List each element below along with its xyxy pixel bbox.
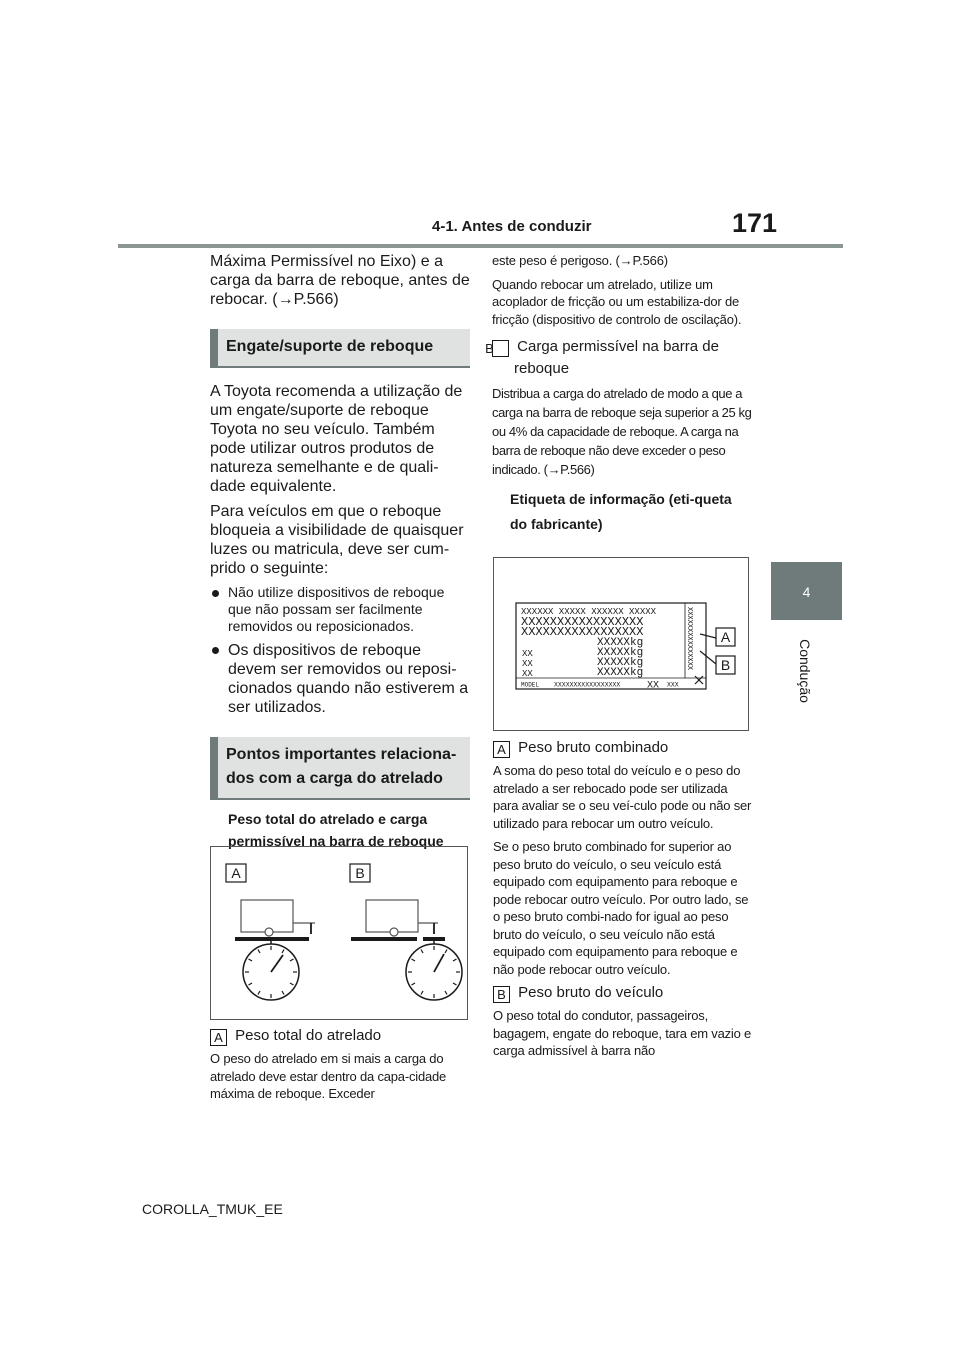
b-title: Carga permissível na barra de reboque xyxy=(514,338,719,377)
b-letter: B xyxy=(492,340,509,357)
b2-title: Peso bruto do veículo xyxy=(518,984,664,1001)
b2-letter: B xyxy=(493,986,510,1003)
plate-kg-row: XXXXXkg xyxy=(597,647,644,659)
chapter-tab[interactable]: 4 xyxy=(771,562,842,620)
header-rule xyxy=(118,244,843,248)
figure-label-a: A xyxy=(231,865,241,881)
caption-peso-total xyxy=(210,1027,472,1103)
plate-model-label: MODEL xyxy=(521,681,540,689)
bullet-item: Não utilize dispositivos de reboque que não possam ser facilmente removidos ou reposicionados. xyxy=(210,584,470,635)
plate-row: XXXXXXXXXXXXXXXXX xyxy=(521,615,644,629)
caption-title: Peso total do atrelado xyxy=(235,1027,382,1044)
b2-text: O peso total do condutor, passageiros, bagagem, engate do reboque, tara em vazio e carga admissível à barra não xyxy=(493,1008,752,1058)
chapter-label-text: Condução xyxy=(797,639,813,703)
plate-kg-row: XXXXXkg xyxy=(597,667,644,679)
plate-row: XXXXXXXXXXXXXXXXX xyxy=(521,625,644,639)
b-text: Distribua a carga do atrelado de modo a que a carga na barra de reboque seja superior a 25 kg ou 4% da capacidade de reboque. A carga na barra de reboque não deve exceder o peso indicado. (→P.566) xyxy=(492,386,752,477)
trailer-wheel xyxy=(265,928,273,936)
section-heading-engate: Engate/suporte de reboque xyxy=(210,329,470,368)
chapter-label xyxy=(770,616,840,726)
engate-paragraph-2: Para veículos em que o reboque bloqueia a visibilidade de quaisquer luzes ou matricula, deve ser cum-prido o seguinte: xyxy=(210,503,464,577)
scale-a xyxy=(235,900,315,1000)
manufacturer-label-figure xyxy=(493,557,749,731)
plate-model-xx: XX xyxy=(647,680,660,692)
plate-model-value: XXXXXXXXXXXXXXXXX xyxy=(554,681,621,689)
footer-model-code: COROLLA_TMUK_EE xyxy=(142,1201,283,1217)
a-letter: A xyxy=(493,741,510,758)
engate-paragraph-1: A Toyota recomenda a utilização de um engate/suporte de reboque Toyota no seu veículo. Também pode utilizar outros produtos de natureza semelhante e de quali-dade equivalente. xyxy=(210,383,463,495)
caption-text: O peso do atrelado em si mais a carga do atrelado deve estar dentro da capa-cidade máxima de reboque. Exceder xyxy=(210,1051,447,1101)
label-heading: Etiqueta de informação (eti-queta do fabricante) xyxy=(510,491,732,532)
left-column xyxy=(210,252,470,852)
caption-letter-a: A xyxy=(210,1029,227,1046)
section-heading-pontos: Pontos importantes relaciona-dos com a carga do atrelado xyxy=(210,737,470,800)
callout-b: B xyxy=(720,657,731,673)
trailer-wheel xyxy=(390,928,398,936)
bullet-item: Os dispositivos de reboque devem ser removidos ou reposi-cionados quando não estiverem a ser utilizados. xyxy=(210,641,470,717)
plate-side-xx: XX xyxy=(522,669,533,679)
manufacturer-plate-diagram xyxy=(494,558,748,730)
trailer-body xyxy=(366,900,418,932)
plate-kg-row: XXXXXkg xyxy=(597,637,644,649)
trailer-weight-figure xyxy=(210,846,468,1020)
trailer-body xyxy=(241,900,293,932)
right-paragraph-2: Quando rebocar um atrelado, utilize um acoplador de fricção ou um estabiliza-dor de fricção (dispositivo de controlo de oscilação). xyxy=(492,276,742,327)
page-number: 171 xyxy=(732,208,778,238)
right-paragraph-1: este peso é perigoso. (→P.566) xyxy=(492,253,668,268)
figure-label-b: B xyxy=(355,865,365,881)
a-text-1: A soma do peso total do veículo e o peso do atrelado a ser rebocado pode ser utilizada para avaliar se o seu veí-culo pode ou não ser utilizado para rebocar um outro veículo. xyxy=(493,763,752,831)
section-title: 4-1. Antes de conduzir xyxy=(432,218,592,235)
callout-a: A xyxy=(720,629,731,645)
right-column xyxy=(485,252,752,537)
right-lower-column xyxy=(493,739,753,1060)
intro-paragraph: Máxima Permissível no Eixo) e a carga da barra de reboque, antes de rebocar. (→P.566) xyxy=(210,253,470,308)
plate-row: XXXXXX XXXXX XXXXXX XXXXX xyxy=(521,607,657,617)
plate-kg-row: XXXXXkg xyxy=(597,657,644,669)
a-title: Peso bruto combinado xyxy=(518,739,669,756)
a-text-2: Se o peso bruto combinado for superior ao peso bruto do veículo, o seu veículo está equipado com equipamento para reboque e pode rebocar outro veículo. Por outro lado, se o peso bruto combi-nado for igual ao peso bruto do veículo, o seu veículo não está equipado com equipamento para reboque e não pode rebocar outro veículo. xyxy=(493,839,749,977)
plate-side-xx: XX xyxy=(522,649,533,659)
subheading-peso-total: Peso total do atrelado e carga permissível na barra de reboque xyxy=(228,811,444,849)
trailer-weight-diagram xyxy=(211,847,467,1019)
plate-side-xx: XX xyxy=(522,659,533,669)
plate-vertical-text: XXXXXXXXXXXXXXX xyxy=(685,607,693,671)
scale-b xyxy=(351,900,462,1000)
plate-model-tail: XXX xyxy=(667,681,679,689)
